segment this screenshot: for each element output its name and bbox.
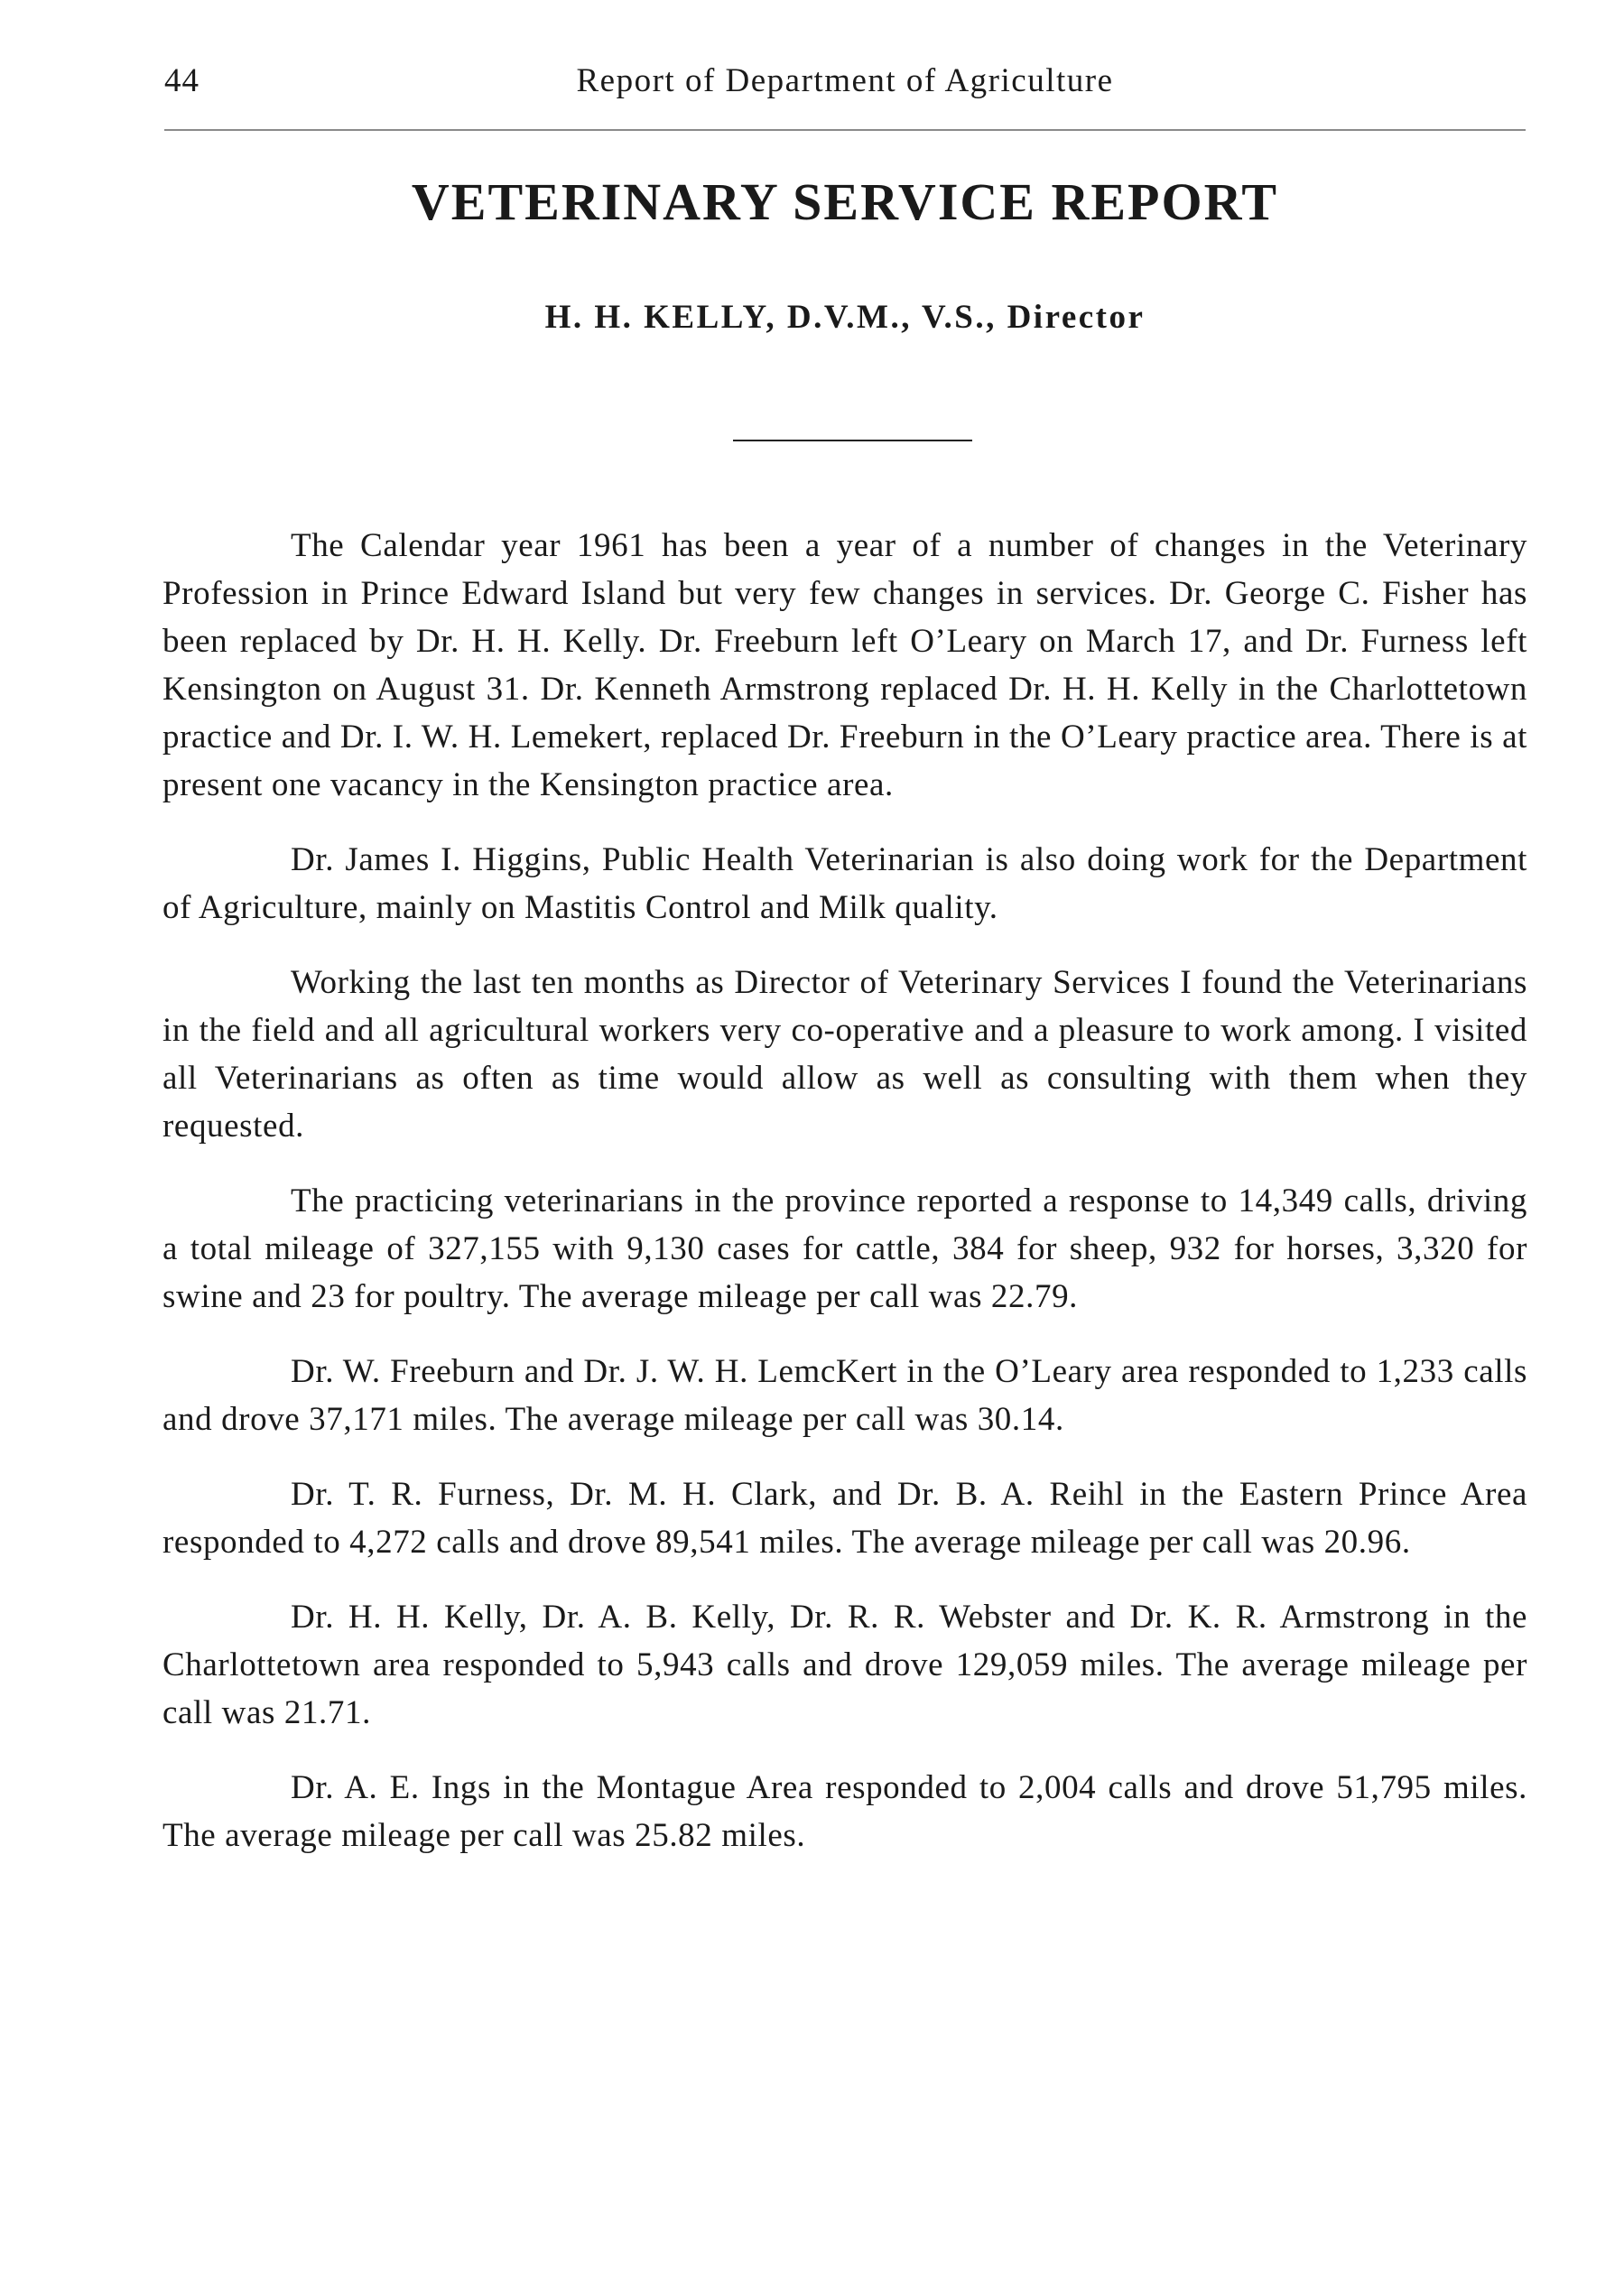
section-divider bbox=[733, 440, 972, 441]
header-rule bbox=[164, 129, 1526, 131]
paragraph-oleary-area: Dr. W. Freeburn and Dr. J. W. H. LemcKert in the O’Leary area responded to 1,233 calls and drove 37,171 miles. The average mileage per call was 30.14. bbox=[162, 1353, 1527, 1438]
report-body bbox=[162, 522, 1527, 1887]
running-title: Report of Department of Agriculture bbox=[576, 62, 1114, 99]
paragraph-montague-area: Dr. A. E. Ings in the Montague Area responded to 2,004 calls and drove 51,795 miles. The average mileage per call was 25.82 miles. bbox=[162, 1769, 1527, 1854]
paragraph-charlottetown-area: Dr. H. H. Kelly, Dr. A. B. Kelly, Dr. R. R. Webster and Dr. K. R. Armstrong in the Charlottetown area responded to 5,943 calls and drove 129,059 miles. The average mileage per call was 21.71. bbox=[162, 1599, 1527, 1731]
paragraph-public-health: Dr. James I. Higgins, Public Health Veterinarian is also doing work for the Department of Agriculture, mainly on Mastitis Control and Milk quality. bbox=[162, 841, 1527, 926]
paragraph-eastern-prince-area: Dr. T. R. Furness, Dr. M. H. Clark, and Dr. B. A. Reihl in the Eastern Prince Area responded to 4,272 calls and drove 89,541 miles. The average mileage per call was 20.96. bbox=[162, 1476, 1527, 1561]
report-title: VETERINARY SERVICE REPORT bbox=[411, 172, 1279, 231]
paragraph-staff-changes: The Calendar year 1961 has been a year of a number of changes in the Veterinary Profession in Prince Edward Island but very few changes in services. Dr. George C. Fisher has been replaced by Dr. H. H. Kelly. Dr. Freeburn left O’Leary on March 17, and Dr. Furness left Kensington on August 31. Dr. Kenneth Armstrong replaced Dr. H. H. Kelly in the Charlottetown practice and Dr. I. W. H. Lemekert, replaced Dr. Freeburn in the O’Leary practice area. There is at present one vacancy in the Kensington practice area. bbox=[162, 527, 1527, 803]
page-header bbox=[164, 61, 1526, 116]
page-number: 44 bbox=[164, 62, 200, 99]
paragraph-director-remarks: Working the last ten months as Director of Veterinary Services I found the Veterinarians in the field and all agricultural workers very co-operative and a pleasure to work among. I visited all Veterinarians as often as time would allow as well as consulting with them when they requested. bbox=[162, 964, 1527, 1145]
director-line: H. H. KELLY, D.V.M., V.S., Director bbox=[544, 299, 1146, 336]
paragraph-province-totals: The practicing veterinarians in the province reported a response to 14,349 calls, driving a total mileage of 327,155 with 9,130 cases for cattle, 384 for sheep, 932 for horses, 3,320 for swine and 23 for poultry. The average mileage per call was 22.79. bbox=[162, 1182, 1527, 1315]
